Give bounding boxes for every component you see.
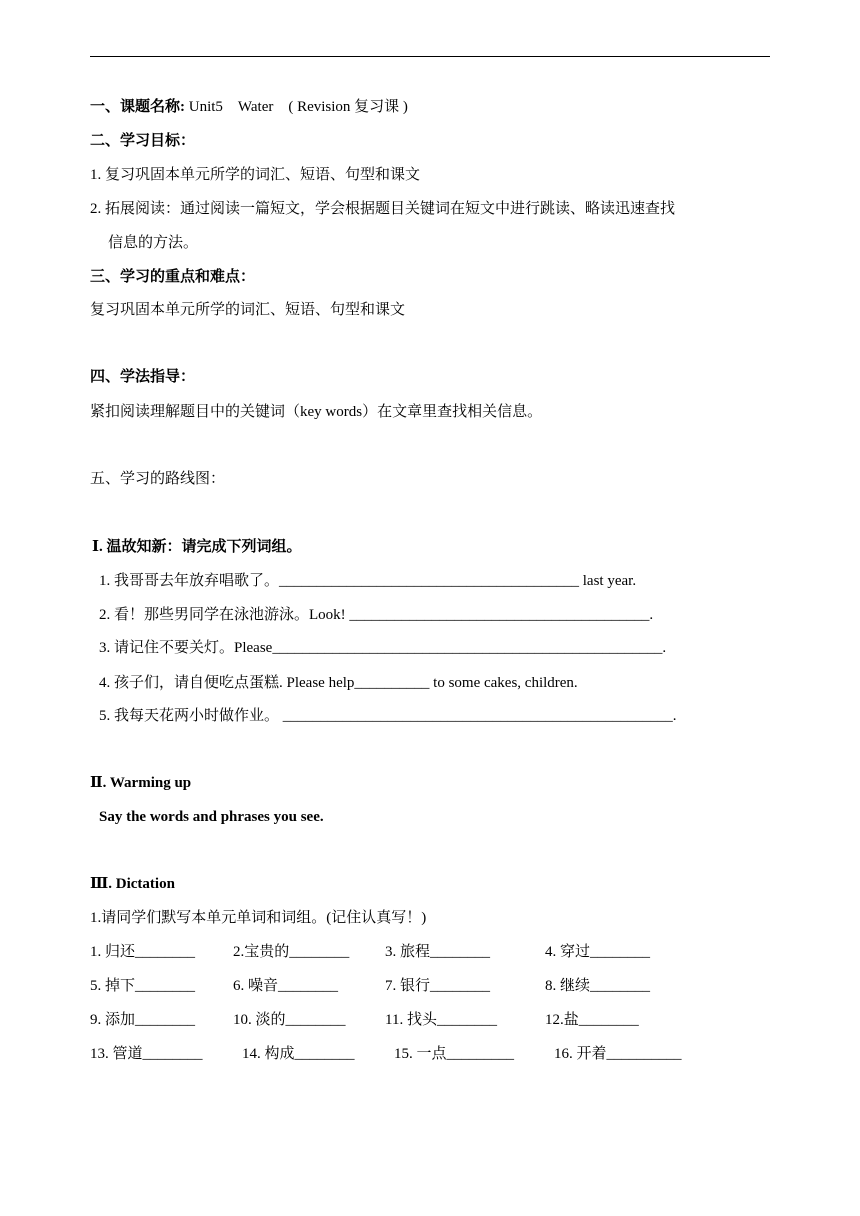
dictation-word: 7. 银行________ [385,978,491,994]
dictation-word: 13. 管道________ [90,1046,203,1062]
section2-heading: Ⅱ. Warming up [90,775,192,791]
objective-item-2-cont: 信息的方法。 [108,235,199,251]
lesson-title-value: Unit5 Water ( Revision 复习课 ) [185,99,408,115]
header-rule [90,56,770,57]
key-points-text: 复习巩固本单元所学的词汇、短语、句型和课文 [90,302,406,318]
dictation-word: 6. 噪音________ [233,978,339,994]
translation-item: 3. 请记住不要关灯。Please____________________________________________________. [99,640,667,656]
dictation-word: 4. 穿过________ [545,944,651,960]
dictation-word: 12.盐________ [545,1012,639,1028]
lesson-title [90,97,408,117]
route-heading: 五、学习的路线图： [90,471,226,487]
section1-heading: Ⅰ. 温故知新：请完成下列词组。 [92,539,302,555]
dictation-word: 14. 构成________ [242,1046,355,1062]
dictation-word: 1. 归还________ [90,944,196,960]
dictation-word: 16. 开着__________ [554,1046,682,1062]
objectives-heading: 二、学习目标： [90,133,196,149]
key-points-heading: 三、学习的重点和难点： [90,269,256,285]
dictation-word: 10. 淡的________ [233,1012,346,1028]
translation-item: 4. 孩子们，请自便吃点蛋糕. Please help__________ to some cakes, children. [99,675,578,691]
translation-item: 5. 我每天花两小时做作业。 ____________________________________________________. [99,708,677,724]
section2-subheading: Say the words and phrases you see. [99,809,324,825]
method-text: 紧扣阅读理解题目中的关键词（key words）在文章里查找相关信息。 [90,404,543,420]
dictation-word: 3. 旅程________ [385,944,491,960]
translation-item: 2. 看！那些男同学在泳池游泳。Look! ________________________________________. [99,607,654,623]
section3-heading: Ⅲ. Dictation [90,876,175,892]
dictation-word: 8. 继续________ [545,978,651,994]
objective-item-1: 1. 复习巩固本单元所学的词汇、短语、句型和课文 [90,167,421,183]
dictation-word: 9. 添加________ [90,1012,196,1028]
objective-item-2: 2. 拓展阅读：通过阅读一篇短文，学会根据题目关键词在短文中进行跳读、略读迅速查找 [90,201,676,217]
dictation-word: 5. 掉下________ [90,978,196,994]
translation-item: 1. 我哥哥去年放弃唱歌了。________________________________________ last year. [99,573,637,589]
dictation-instruction: 1.请同学们默写本单元单词和词组。(记住认真写！) [90,910,427,926]
dictation-word: 15. 一点_________ [394,1046,515,1062]
lesson-title-label: 一、课题名称: [90,99,185,115]
dictation-word: 11. 找头________ [385,1012,497,1028]
method-heading: 四、学法指导： [90,369,196,385]
dictation-word: 2.宝贵的________ [233,944,350,960]
